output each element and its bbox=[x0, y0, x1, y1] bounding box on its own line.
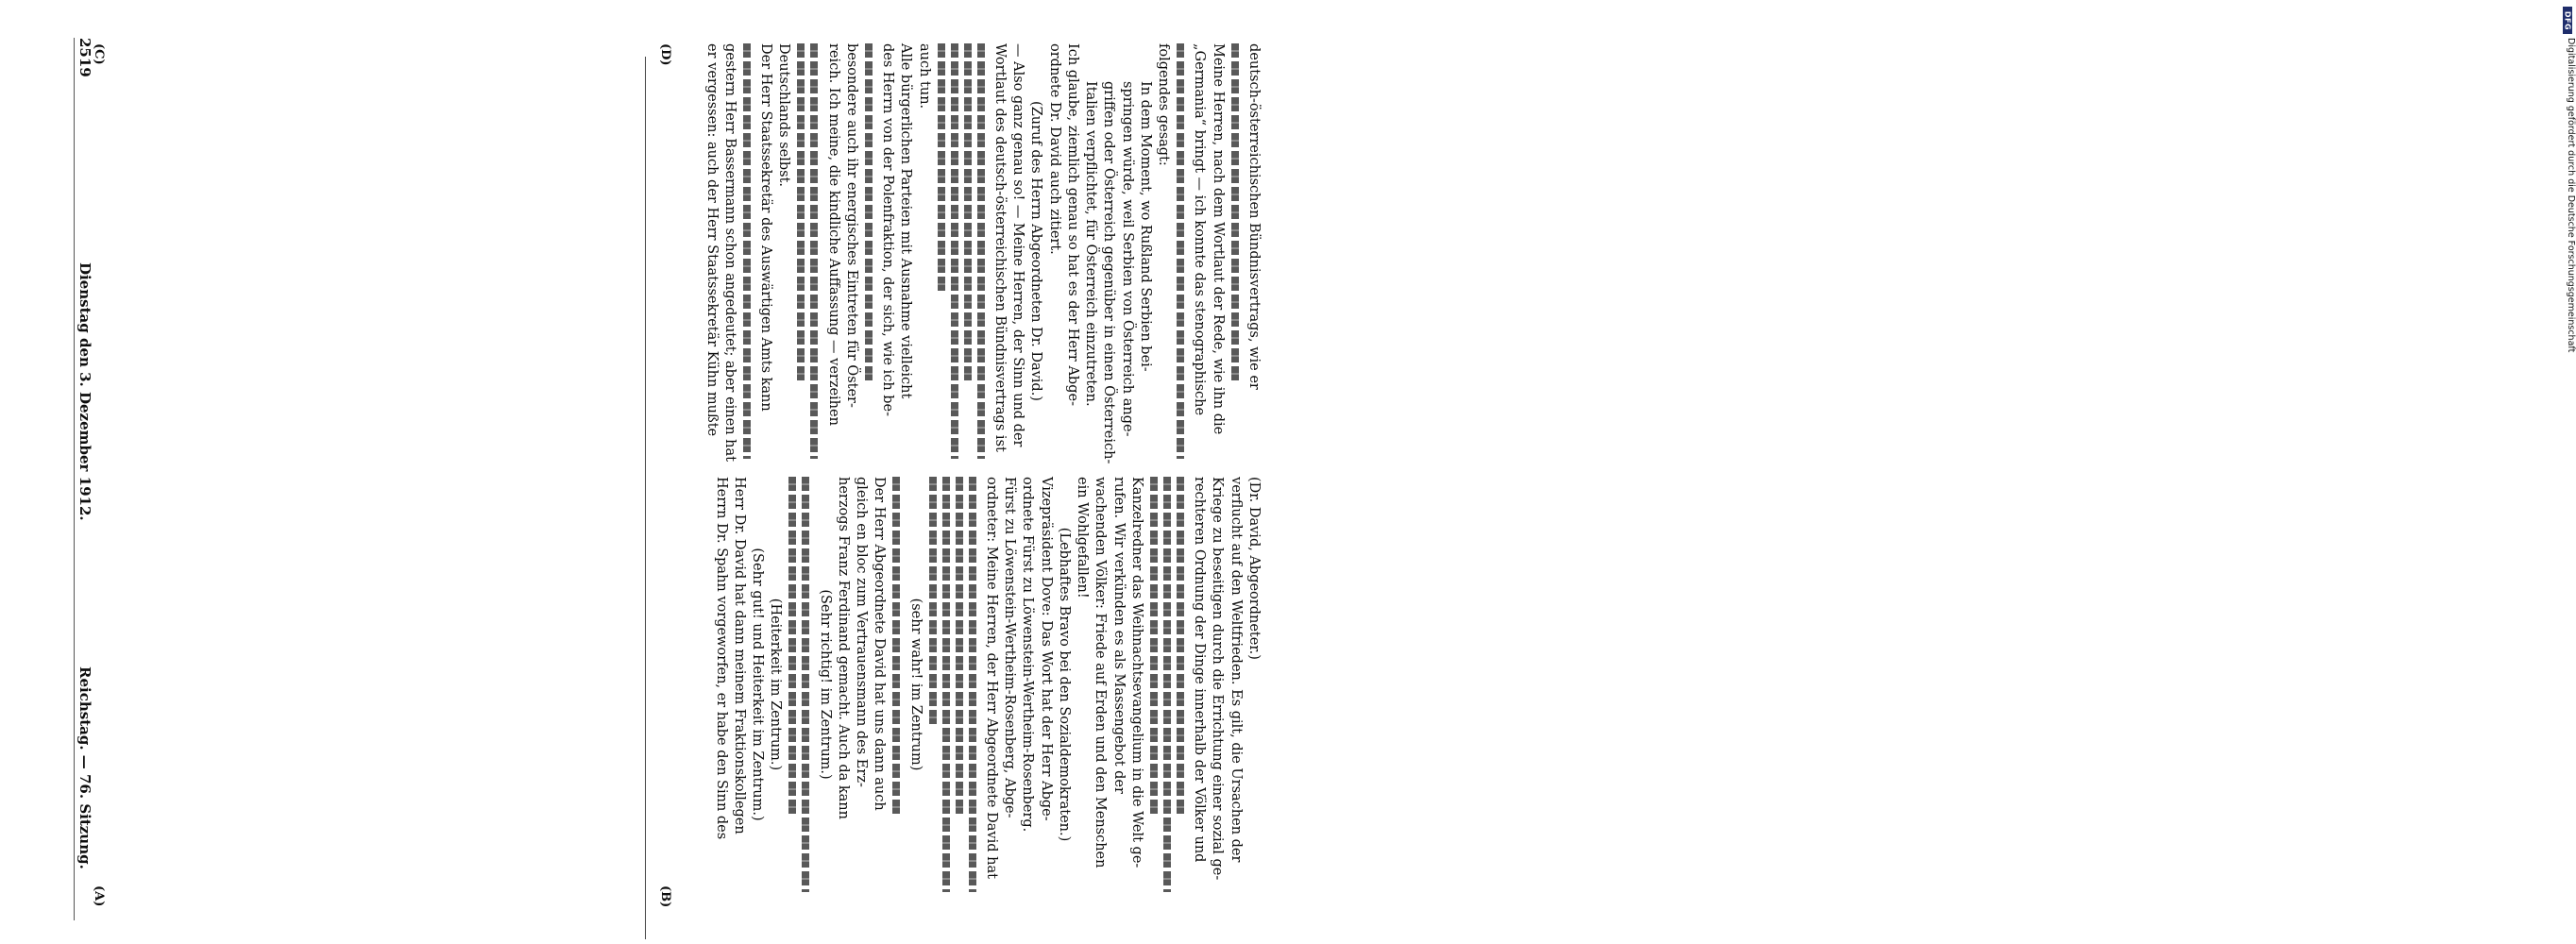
illegible-text-line bbox=[893, 477, 901, 818]
text-line: griffen oder Österreich gegenüber in einen Österreich- bbox=[1101, 81, 1117, 464]
illegible-text-line bbox=[743, 43, 751, 459]
text-line: (sehr wahr! im Zentrum) bbox=[907, 598, 924, 771]
illegible-text-line bbox=[929, 477, 937, 726]
margin-marker-c: (C) bbox=[92, 43, 106, 65]
text-line: gleich en bloc zum Vertrauensmann des Erz- bbox=[854, 477, 870, 787]
text-line: (Dr. David, Abgeordneter.) bbox=[1246, 477, 1262, 660]
text-line: Wortlaut des deutsch-österreichischen Bündnisvertrags ist bbox=[992, 43, 1008, 452]
illegible-text-line bbox=[865, 43, 873, 384]
illegible-text-line bbox=[1177, 477, 1184, 818]
running-header-date: Dienstag den 3. Dezember 1912. bbox=[76, 262, 93, 521]
margin-marker-d: (D) bbox=[658, 43, 672, 66]
text-line: (Heiterkeit im Zentrum.) bbox=[768, 598, 784, 771]
text-line: herzogs Franz Ferdinand gemacht. Auch da kann bbox=[836, 477, 851, 819]
text-line: In dem Moment, wo Rußland Serbien bei- bbox=[1138, 81, 1153, 372]
text-line: gestern Herr Bassermann schon angedeutet; aber einen hat bbox=[722, 43, 737, 462]
running-header-left: Reichstag. — 76. Sitzung. bbox=[76, 666, 93, 869]
text-line: besondere auch ihr energisches Eintreten für Öster- bbox=[844, 43, 859, 408]
text-line: auch tun. bbox=[916, 43, 932, 110]
text-line: Deutschlands selbst. bbox=[776, 43, 792, 188]
margin-marker-b: (B) bbox=[658, 885, 672, 908]
dfg-logo: DFG bbox=[2563, 7, 2572, 34]
margin-marker-a: (A) bbox=[92, 885, 106, 907]
text-line: Der Herr Abgeordnete David hat uns dann auch bbox=[872, 477, 888, 811]
text-line: folgendes gesagt: bbox=[1156, 43, 1172, 166]
illegible-text-line bbox=[1177, 43, 1184, 459]
text-line: „Germania“ bringt — ich konnte das stenographische bbox=[1192, 43, 1208, 416]
text-line: ordnete Dr. David auch zitiert. bbox=[1046, 43, 1062, 255]
text-line: des Herrn von der Polenfraktion, der sich, wie ich be- bbox=[880, 43, 896, 417]
illegible-text-line bbox=[1163, 477, 1171, 892]
text-line: wachenden Völker: Friede auf Erden und den Menschen bbox=[1093, 477, 1109, 868]
illegible-text-line bbox=[798, 43, 805, 384]
text-line: verflucht auf den Weltfrieden. Es gilt, die Ursachen der bbox=[1228, 477, 1244, 863]
text-line: Italien verpflichtet, für Österreich einzutreten. bbox=[1083, 81, 1099, 407]
text-line: Kriege zu beseitigen durch die Errichtung einer sozial ge- bbox=[1210, 477, 1226, 881]
illegible-text-line bbox=[803, 477, 810, 892]
illegible-text-line bbox=[938, 43, 945, 293]
text-line: Alle bürgerlichen Parteien mit Ausnahme vielleicht bbox=[898, 43, 914, 399]
text-line: (Sehr richtig! im Zentrum.) bbox=[817, 589, 833, 780]
text-line: (Sehr gut! und Heiterkeit im Zentrum.) bbox=[750, 548, 766, 821]
text-line: Herrn Dr. Spahn vorgeworfen, er habe den Sinn des bbox=[713, 477, 729, 840]
illegible-text-line bbox=[956, 477, 963, 818]
text-line: springen würde, weil Serbien von Österreich ange- bbox=[1119, 81, 1135, 437]
text-line: ordnete Fürst zu Löwenstein-Wertheim-Rosenberg. bbox=[1020, 477, 1036, 833]
text-line: — Also ganz genau so! — Meine Herren, der Sinn und der bbox=[1010, 43, 1026, 447]
text-line: reich. Ich meine, die kindliche Auffassung — verzeihen bbox=[825, 43, 841, 426]
text-line: Der Herr Staatssekretär des Auswärtigen Amts kann bbox=[758, 43, 774, 412]
text-line: (Zuruf des Herrn Abgeordneten Dr. David.) bbox=[1028, 101, 1044, 401]
illegible-text-line bbox=[969, 477, 976, 892]
page-number: 2519 bbox=[76, 38, 93, 77]
text-line: Kanzelredner das Weihnachtsevangelium in die Welt ge- bbox=[1129, 477, 1144, 868]
digitization-note: Digitalisierung gefördert durch die Deutsche Forschungsgemeinschaft bbox=[2566, 38, 2576, 353]
illegible-text-line bbox=[942, 477, 950, 892]
left-column bbox=[87, 477, 1263, 892]
illegible-text-line bbox=[977, 43, 985, 459]
illegible-text-line bbox=[789, 477, 797, 818]
text-line: deutsch-österreichischen Bündnisvertrags, wie er bbox=[1246, 43, 1262, 390]
digitization-sidebar bbox=[1270, 0, 2576, 944]
header-rule bbox=[74, 38, 75, 920]
text-line: Fürst zu Löwenstein-Wertheim-Rosenberg, Abge- bbox=[1002, 477, 1018, 818]
text-line: ein Wohlgefallen! bbox=[1075, 477, 1091, 598]
text-line: Ich glaube, ziemlich genau so hat es der Herr Abge- bbox=[1065, 43, 1080, 406]
right-column bbox=[87, 43, 1263, 464]
text-line: er vergessen: auch der Herr Staatssekretär Kühn mußte bbox=[703, 43, 720, 437]
text-line: Meine Herren, nach dem Wortlaut der Rede, wie ihn die bbox=[1210, 43, 1226, 435]
text-line: rufen. Wir verkünden es als Massengebot der bbox=[1110, 477, 1127, 794]
illegible-text-line bbox=[1231, 43, 1239, 384]
illegible-text-line bbox=[1150, 477, 1158, 818]
illegible-text-line bbox=[811, 43, 819, 459]
text-line: rechteren Ordnung der Dinge innerhalb der Völker und bbox=[1192, 477, 1208, 863]
text-line: ordneter: Meine Herren, der Herr Abgeordnete David hat bbox=[984, 477, 999, 879]
text-line: (Lebhaftes Bravo bei den Sozialdemokraten.) bbox=[1057, 527, 1072, 842]
illegible-text-line bbox=[951, 43, 958, 459]
text-line: Vizepräsident Dove: Das Wort hat der Herr Abge- bbox=[1038, 477, 1054, 821]
illegible-text-line bbox=[964, 43, 972, 384]
text-line: Herr Dr. David hat dann meinem Fraktionskollegen bbox=[732, 477, 747, 834]
